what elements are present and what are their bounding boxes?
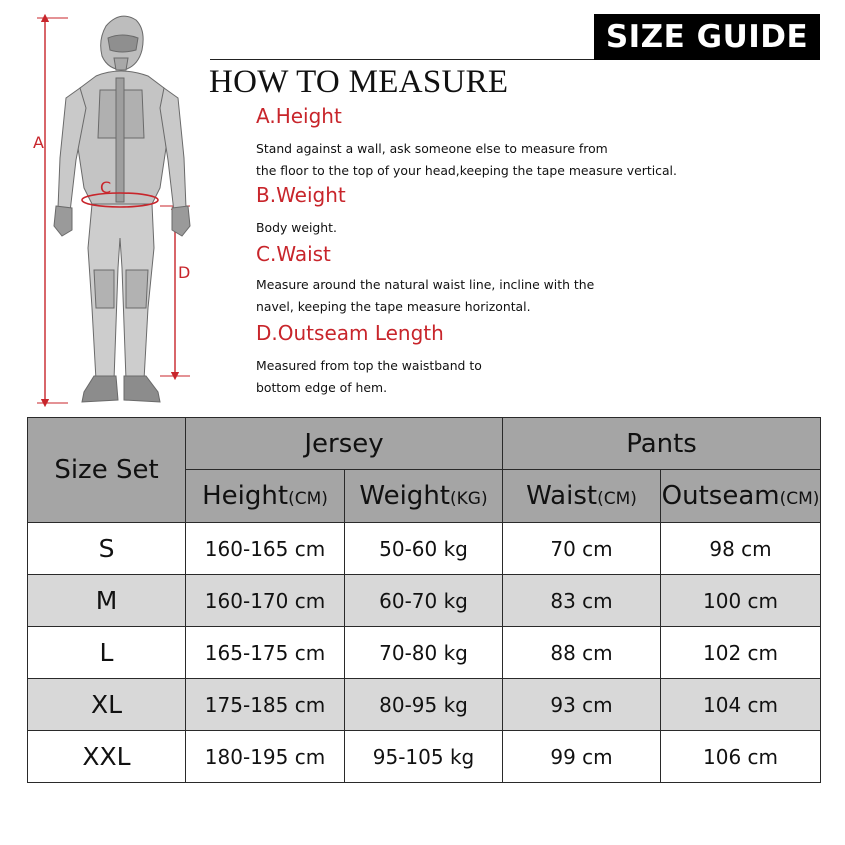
outseam-cell: 102 cm bbox=[661, 627, 821, 679]
table-row bbox=[28, 679, 821, 731]
size-chart-table bbox=[27, 417, 821, 783]
weight-cell: 60-70 kg bbox=[345, 575, 503, 627]
table-row bbox=[28, 523, 821, 575]
measure-heading-outseam: D.Outseam Length bbox=[256, 321, 444, 345]
height-cell: 160-170 cm bbox=[186, 575, 345, 627]
size-cell: XL bbox=[28, 679, 186, 731]
rider-figure-icon bbox=[20, 8, 225, 410]
column-name: Weight bbox=[359, 481, 450, 511]
size-cell: L bbox=[28, 627, 186, 679]
label-d: D bbox=[178, 263, 191, 282]
measure-desc-weight bbox=[256, 217, 337, 239]
measure-desc-outseam bbox=[256, 355, 482, 399]
rider-body bbox=[54, 16, 190, 402]
header-weight bbox=[345, 470, 503, 523]
column-name: Outseam bbox=[661, 481, 780, 511]
waist-cell: 83 cm bbox=[503, 575, 661, 627]
how-to-measure-title: HOW TO MEASURE bbox=[209, 64, 509, 100]
measure-desc-line: Stand against a wall, ask someone else to measure from bbox=[256, 141, 608, 156]
table-row bbox=[28, 575, 821, 627]
measure-desc-line: Measure around the natural waist line, incline with the bbox=[256, 277, 595, 292]
column-name: Waist bbox=[526, 481, 598, 511]
height-cell: 175-185 cm bbox=[186, 679, 345, 731]
label-c: C bbox=[100, 178, 112, 197]
waist-cell: 70 cm bbox=[503, 523, 661, 575]
column-unit: (CM) bbox=[288, 489, 328, 509]
measure-desc-line: Measured from top the waistband to bbox=[256, 358, 482, 373]
measure-desc-height bbox=[256, 138, 677, 182]
measure-desc-line: navel, keeping the tape measure horizontal. bbox=[256, 299, 531, 314]
column-unit: (CM) bbox=[597, 489, 637, 509]
header-height bbox=[186, 470, 345, 523]
height-cell: 160-165 cm bbox=[186, 523, 345, 575]
weight-cell: 50-60 kg bbox=[345, 523, 503, 575]
measure-desc-line: Body weight. bbox=[256, 220, 337, 235]
weight-cell: 80-95 kg bbox=[345, 679, 503, 731]
table-row bbox=[28, 731, 821, 783]
height-cell: 165-175 cm bbox=[186, 627, 345, 679]
weight-cell: 70-80 kg bbox=[345, 627, 503, 679]
label-a: A bbox=[33, 133, 44, 152]
table-row bbox=[28, 627, 821, 679]
size-guide-badge: SIZE GUIDE bbox=[594, 14, 820, 60]
measure-desc-line: bottom edge of hem. bbox=[256, 380, 388, 395]
measure-desc-waist bbox=[256, 274, 594, 318]
size-cell: XXL bbox=[28, 731, 186, 783]
header-waist bbox=[503, 470, 661, 523]
column-unit: (KG) bbox=[450, 489, 488, 509]
outseam-cell: 106 cm bbox=[661, 731, 821, 783]
measure-heading-waist: C.Waist bbox=[256, 242, 331, 266]
header-pants: Pants bbox=[503, 418, 821, 470]
header-outseam bbox=[661, 470, 821, 523]
measure-heading-weight: B.Weight bbox=[256, 183, 346, 207]
waist-cell: 88 cm bbox=[503, 627, 661, 679]
header-size-set: Size Set bbox=[28, 418, 186, 523]
column-name: Height bbox=[202, 481, 289, 511]
outseam-cell: 100 cm bbox=[661, 575, 821, 627]
outseam-cell: 98 cm bbox=[661, 523, 821, 575]
weight-cell: 95-105 kg bbox=[345, 731, 503, 783]
measure-desc-line: the floor to the top of your head,keeping the tape measure vertical. bbox=[256, 163, 677, 178]
waist-cell: 93 cm bbox=[503, 679, 661, 731]
column-unit: (CM) bbox=[779, 489, 820, 509]
size-cell: S bbox=[28, 523, 186, 575]
outseam-cell: 104 cm bbox=[661, 679, 821, 731]
header-jersey: Jersey bbox=[186, 418, 503, 470]
waist-cell: 99 cm bbox=[503, 731, 661, 783]
size-cell: M bbox=[28, 575, 186, 627]
height-cell: 180-195 cm bbox=[186, 731, 345, 783]
measure-heading-height: A.Height bbox=[256, 104, 342, 128]
